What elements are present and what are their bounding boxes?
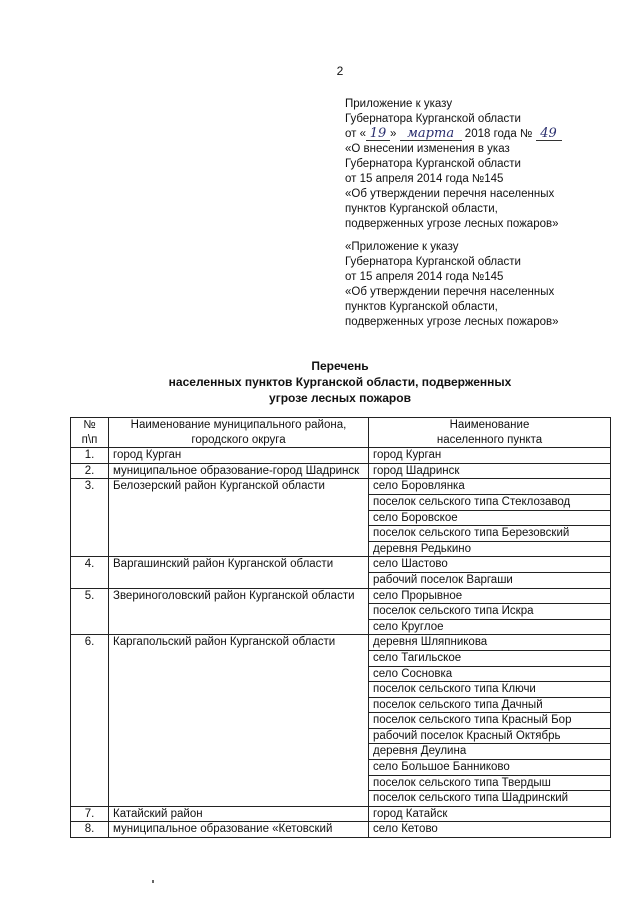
settlement-name: город Курган [369,448,611,464]
header-settlement [369,418,611,448]
table-row [71,557,611,573]
appendix-line: от 15 апреля 2014 года №145 [345,173,504,185]
appendix-line: «Приложение к указу [345,241,459,253]
row-number: 2. [71,463,109,479]
settlement-name: поселок сельского типа Красный Бор [369,713,611,729]
settlement-name: город Катайск [369,806,611,822]
settlements-table [70,417,611,838]
appendix-header-original [345,240,630,330]
table-row [71,822,611,838]
date-prefix: от « [345,128,367,140]
appendix-line: Губернатора Курганской области [345,113,521,125]
appendix-line: «О внесении изменения в указ [345,143,510,155]
settlement-name: поселок сельского типа Стеклозавод [369,494,611,510]
date-suffix: 2018 года № [461,128,533,140]
district-name: Варгашинский район Курганской области [109,557,369,588]
settlement-name: село Боровское [369,510,611,526]
settlement-name: поселок сельского типа Искра [369,604,611,620]
settlement-name: село Прорывное [369,588,611,604]
header-number [71,418,109,448]
list-title-line: угрозе лесных пожаров [269,391,411,405]
settlement-name: город Шадринск [369,463,611,479]
district-name: Белозерский район Курганской области [109,479,369,557]
header-text: № [83,419,96,431]
appendix-line: Губернатора Курганской области [345,158,521,170]
settlement-name: рабочий поселок Варгаши [369,572,611,588]
district-name: муниципальное образование «Кетовский [109,822,369,838]
settlement-name: поселок сельского типа Твердыш [369,775,611,791]
appendix-line: пунктов Курганской области, [345,203,498,215]
settlement-name: село Тагильское [369,650,611,666]
row-number: 7. [71,806,109,822]
appendix-line: пунктов Курганской области, [345,301,498,313]
list-title [70,358,610,406]
settlement-name: село Большое Банниково [369,760,611,776]
settlement-name: деревня Редькино [369,541,611,557]
table-row [71,463,611,479]
row-number: 8. [71,822,109,838]
row-number: 5. [71,588,109,635]
header-text: Наименование муниципального района, [130,419,347,431]
district-name: муниципальное образование-город Шадринск [109,463,369,479]
settlement-name: село Круглое [369,619,611,635]
appendix-line: Губернатора Курганской области [345,256,521,268]
header-text: городского округа [191,433,286,446]
header-text: Наименование [449,419,530,431]
district-name: город Курган [109,448,369,464]
header-text: п\п [81,433,98,446]
appendix-line: Приложение к указу [345,98,453,110]
date-mid: » [390,128,400,140]
appendix-date-line [345,127,630,142]
table-row [71,806,611,822]
district-name: Звериноголовский район Курганской области [109,588,369,635]
header-district [109,418,369,448]
settlement-name: рабочий поселок Красный Октябрь [369,728,611,744]
handwritten-day: 19 [366,127,390,141]
settlement-name: деревня Шляпникова [369,635,611,651]
district-name: Катайский район [109,806,369,822]
appendix-line: подверженных угрозе лесных пожаров» [345,316,559,328]
settlement-name: село Кетово [369,822,611,838]
row-number: 4. [71,557,109,588]
handwritten-month: марта [400,127,462,141]
settlement-name: село Шастово [369,557,611,573]
handwritten-number: 49 [536,127,562,141]
settlement-name: поселок сельского типа Шадринский [369,791,611,807]
settlement-name: поселок сельского типа Дачный [369,697,611,713]
appendix-line: «Об утверждении перечня населенных [345,286,555,298]
appendix-header [345,97,630,232]
row-number: 1. [71,448,109,464]
page-number: 2 [336,64,344,78]
scan-mark [152,880,154,883]
district-name: Каргапольский район Курганской области [109,635,369,807]
settlement-name: село Сосновка [369,666,611,682]
settlement-name: поселок сельского типа Ключи [369,682,611,698]
table-body [71,448,611,838]
table-row [71,635,611,651]
header-text: населенного пункта [436,433,543,446]
settlement-name: село Боровлянка [369,479,611,495]
settlement-name: поселок сельского типа Березовский [369,526,611,542]
table-row [71,588,611,604]
row-number: 3. [71,479,109,557]
appendix-line: «Об утверждении перечня населенных [345,188,555,200]
row-number: 6. [71,635,109,807]
appendix-line: подверженных угрозе лесных пожаров» [345,218,559,230]
table-header-row [71,418,611,448]
list-title-line: Перечень [311,359,369,373]
table-row [71,448,611,464]
appendix-line: от 15 апреля 2014 года №145 [345,271,504,283]
table-row [71,479,611,495]
list-title-line: населенных пунктов Курганской области, подверженных [168,375,512,389]
settlement-name: деревня Деулина [369,744,611,760]
